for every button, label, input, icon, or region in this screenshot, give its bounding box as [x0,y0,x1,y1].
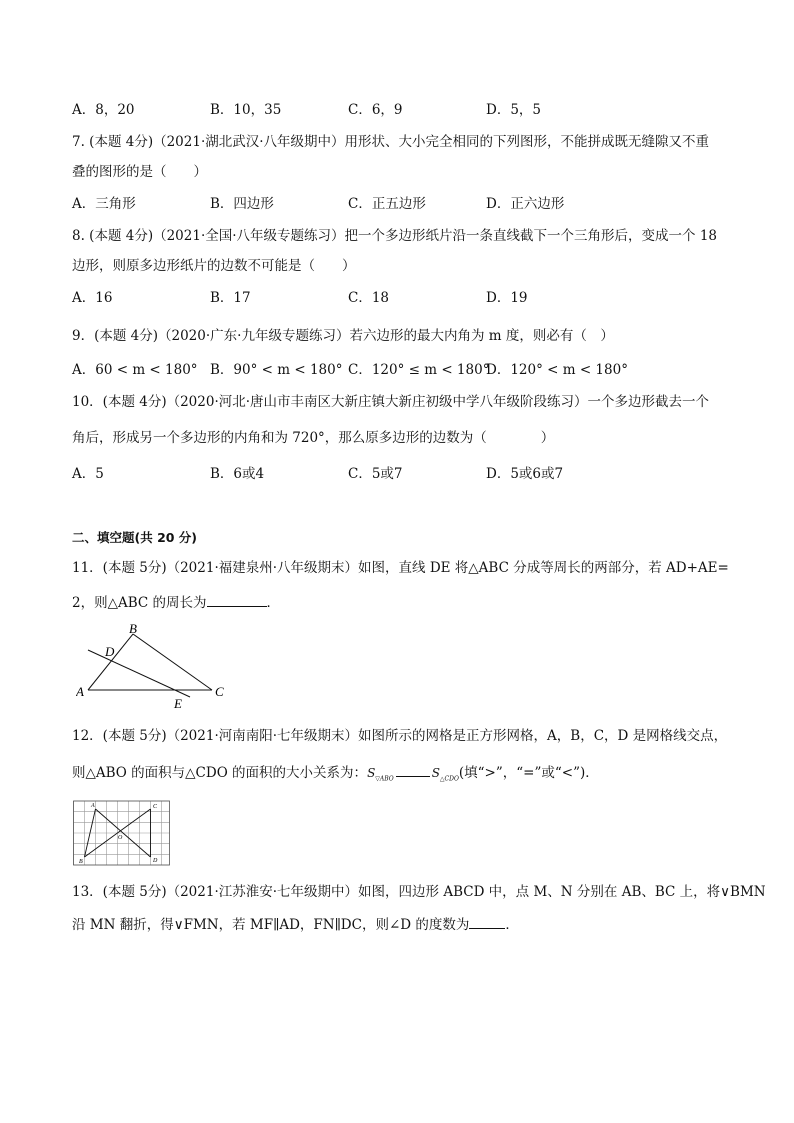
q12-stem-text: 则△ABO 的面积与△CDO 的面积的大小关系为： [72,765,368,781]
q12-label-b: B [79,859,83,865]
q7-option-d[interactable]: D．正六边形 [486,196,565,212]
q11-stem-text: 2，则△ABC 的周长为 [72,595,207,611]
q12-label-a: A [91,803,95,809]
q7-option-a[interactable]: A．三角形 [72,196,136,212]
q12-label-c: C [153,804,158,810]
q7-option-b[interactable]: B．四边形 [210,196,274,212]
q7-option-c[interactable]: C．正五边形 [348,196,426,212]
q6-option-c[interactable]: C．6，9 [348,102,403,118]
q10-option-d[interactable]: D．5或6或7 [486,466,564,482]
q9-stem-line1: 9．(本题 4分)（2020·广东·九年级专题练习）若六边形的最大内角为 m 度，则必有（ ） [72,328,614,344]
q11-stem-line1: 11．(本题 5分)（2021·福建泉州·八年级期末）如图，直线 DE 将△ABC 分成等周长的两部分，若 AD+AE= [72,560,729,576]
q6-option-a[interactable]: A．8，20 [72,102,135,118]
q11-label-b: B [129,622,137,636]
q13-answer-blank[interactable] [469,914,505,929]
q13-stem-line1: 13．(本题 5分)（2021·江苏淮安·七年级期中）如图，四边形 ABCD 中，点 M、N 分别在 AB、BC 上，将∨BMN [72,884,766,900]
q12-stem-end: (填“>”，“=”或“<”)． [458,765,599,781]
q12-area-sub-1: ▽ABO [375,775,394,783]
q11-side-ab [88,634,133,690]
q8-option-c[interactable]: C．18 [348,290,390,306]
q7-stem-line1: 7. (本题 4分)（2021·湖北武汉·八年级期中）用形状、大小完全相同的下列图形，不能拼成既无缝隙又不重 [72,134,710,150]
q11-triangle-figure [76,622,236,712]
q9-option-b[interactable]: B．90° < m < 180° [210,362,343,378]
q12-stem-line2 [72,762,599,790]
q12-grid-figure [72,798,172,868]
q12-area-symbol-2: S [431,766,440,780]
q8-stem-line1: 8. (本题 4分)（2021·全国·八年级专题练习）把一个多边形纸片沿一条直线截下一个三角形后，变成一个 18 [72,228,717,244]
q13-stem-end: ． [505,917,519,933]
q8-option-a[interactable]: A．16 [72,290,113,306]
q11-answer-blank[interactable] [207,592,267,607]
q11-side-bc [133,634,212,690]
q13-stem-line2 [72,914,519,935]
q9-option-a[interactable]: A．60 < m < 180° [72,362,198,378]
q12-label-o: O [118,835,123,841]
q12-area-symbol-1: S [367,766,376,780]
q7-stem-line2: 叠的图形的是（ ） [72,164,207,180]
q6-option-d[interactable]: D．5，5 [486,102,542,118]
q9-option-c[interactable]: C．120° ≤ m < 180° [348,362,490,378]
q8-option-d[interactable]: D．19 [486,290,528,306]
q12-stem-line1: 12．(本题 5分)（2021·河南南阳·七年级期末）如图所示的网格是正方形网格，A，B，C，D 是网格线交点， [72,728,728,744]
q11-label-d: D [105,644,115,659]
q10-option-b[interactable]: B．6或4 [210,466,265,482]
q8-option-b[interactable]: B．17 [210,290,251,306]
q13-stem-text: 沿 MN 翻折，得∨FMN，若 MF∥AD，FN∥DC，则∠D 的度数为 [72,917,470,933]
section-fill-in-blank-heading: 二、填空题(共 20 分) [72,530,198,545]
q11-label-a: A [76,684,84,699]
q11-label-c: C [215,684,224,699]
q11-label-e: E [174,696,182,711]
q9-option-d[interactable]: D．120° < m < 180° [486,362,628,378]
q10-stem-line1: 10．(本题 4分)（2020·河北·唐山市丰南区大新庄镇大新庄初级中学八年级阶段练习）一个多边形截去一个 [72,394,710,410]
q10-option-c[interactable]: C．5或7 [348,466,403,482]
q10-stem-line2: 角后，形成另一个多边形的内角和为 720°，那么原多边形的边数为（ ） [72,430,555,446]
q12-answer-blank[interactable] [396,762,430,777]
q12-label-d: D [153,858,158,864]
q11-stem-end: ． [266,595,281,611]
q10-option-a[interactable]: A．5 [72,466,104,482]
q11-stem-line2 [72,592,280,613]
q6-option-b[interactable]: B．10，35 [210,102,282,118]
q12-area-sub-2: △CDO [439,775,459,783]
q8-stem-line2: 边形，则原多边形纸片的边数不可能是（ ） [72,258,356,274]
